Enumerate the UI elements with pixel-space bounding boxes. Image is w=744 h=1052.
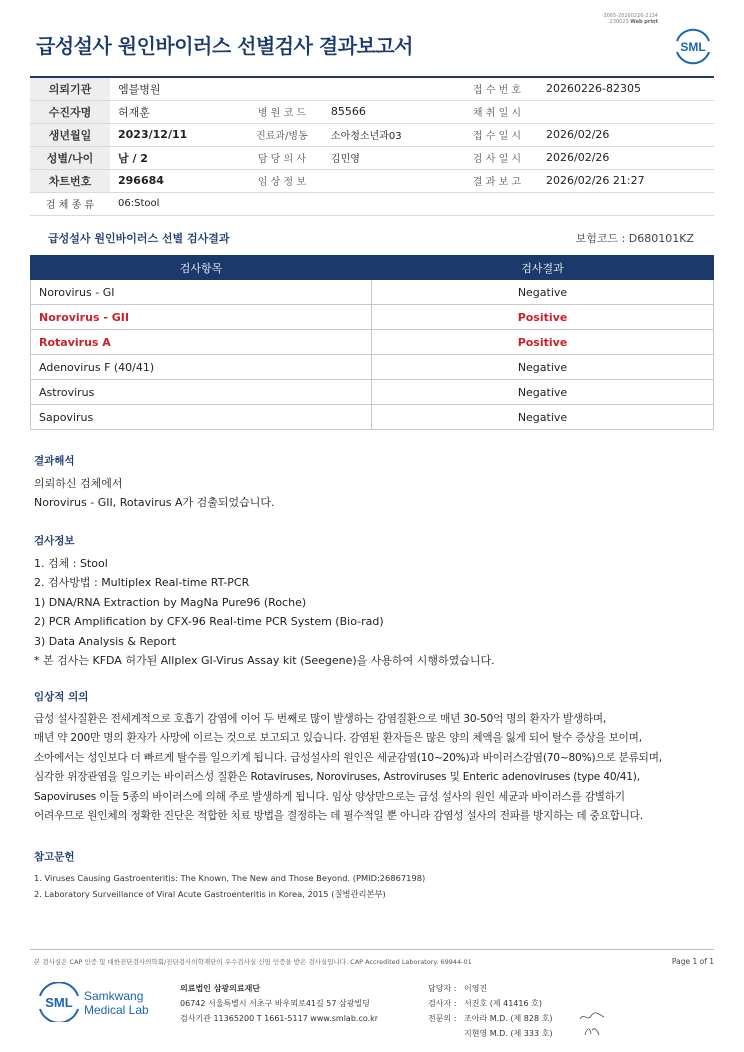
list-item: 지현영 M.D. (제 333 호) — [464, 1029, 553, 1038]
result-section-header — [30, 228, 714, 246]
table-row: Rotavirus A Positive — [31, 330, 714, 355]
page-number: Page 1 of 1 — [671, 957, 714, 966]
test-info-section: 검사정보 1. 검체 : Stool 2. 검사방법 : Multiplex Real-time RT-PCR 1) DNA/RNA Extraction by MagNa Pure96 (Roche) 2) PCR Amplification by CFX-96 Real-time PCR System (Bio-rad) 3) Data Analysis & Report * 본 검사는 KFDA 허가된 Allplex GI-Virus Assay kit (Seegene)을 사용하여 시행하였습니다. — [34, 535, 495, 667]
list-item: 검사자 : 서진호 (제 41416 호) — [428, 999, 542, 1008]
column-header-result: 검사결과 — [372, 256, 714, 280]
svg-text:SML: SML — [45, 995, 73, 1010]
report-title: 급성설사 원인바이러스 선별검사 결과보고서 — [36, 34, 413, 58]
clinical-section: 임상적 의의 급성 설사질환은 전세계적으로 호흡기 감염에 이어 두 번째로 많이 발생하는 감염질환으로 매년 30-50억 명의 환자가 발생하며, 매년 약 200만 명의 환자가 사망에 이르는 것으로 보고되고 있습니다. 감염된 환자들은 많은 양의 체액을 잃게 되어 탈수 증상을 보이며, 소아에서는 성인보다 더 빠르게 탈수를 일으키게 됩니다. 급성설사의 원인은 세균감염(10~20%)과 바이러스감염(70~80%)으로 분류되며, 심각한 위장관염을 일으키는 바이러스성 질환은 Rotaviruses, Noroviruses, Astroviruses 및 Enteric adenoviruses (type 40/41), Sapoviruses 이들 5종의 바이러스에 의해 주로 발생하게 됩니다. 임상 양상만으로는 급성 설사의 원인 세균과 바이러스를 감별하기 어려우므로 원인체의 정확한 진단은 적합한 치료 방법을 결정하는 데 필수적일 뿐 아니라 감염성 설사의 전파를 방지하는 데 중요합니다. — [34, 691, 662, 822]
table-row: Adenovirus F (40/41) Negative — [31, 355, 714, 380]
table-row: Norovirus - GI Negative — [31, 280, 714, 305]
section-title: 급성설사 원인바이러스 선별 검사결과 — [48, 232, 230, 245]
info-row: 수진자명 허재훈 병 원 코 드 85566 채 취 일 시 — [30, 100, 714, 123]
list-item: 전문의 : 조아라 M.D. (제 828 호) — [428, 1014, 553, 1023]
info-row: 의뢰기관 엠블병원 접 수 번 호 20260226-82305 — [30, 77, 714, 100]
svg-text:SML: SML — [680, 40, 706, 54]
signature-icon — [578, 1010, 608, 1024]
staff-list — [428, 981, 552, 1041]
results-table — [30, 255, 714, 430]
svg-text:Medical Lab: Medical Lab — [84, 1003, 149, 1017]
footer-divider — [30, 949, 714, 950]
organization-info: 의료법인 삼광의료재단 06742 서울특별시 서초구 바우뫼로41길 57 삼광빌딩 검사기관 11365200 T 1661-5117 www.smlab.co.kr — [180, 984, 379, 1023]
patient-info-table — [30, 76, 714, 216]
table-row: Astrovirus Negative — [31, 380, 714, 405]
info-row: 생년월일 2023/12/11 진료과/병동 소아청소년과03 접 수 일 시 2026/02/26 — [30, 123, 714, 146]
samkwang-logo-icon — [38, 982, 168, 1022]
list-item: 담당자 : 이영진 — [428, 984, 488, 993]
info-row: 성별/나이 남 / 2 담 당 의 사 김민영 검 사 일 시 2026/02/26 — [30, 146, 714, 169]
references-section: 참고문헌 1. Viruses Causing Gastroenteritis: The Known, The New and Those Beyond. (PMID:26867198) 2. Laboratory Surveillance of Viral Acute Gastroenteritis in Korea, 2015 (질병관리본부) — [34, 851, 426, 899]
sml-logo-icon — [672, 24, 714, 66]
info-row: 차트번호 296684 임 상 정 보 결 과 보 고 2026/02/26 21:27 — [30, 169, 714, 192]
info-row: 검 체 종 류 06:Stool — [30, 192, 714, 215]
accreditation-note: 본 검사실은 CAP 인증 및 대한진단검사의학회/진단검사의학재단의 우수검사실 신임 인증을 받은 검사실입니다. CAP Accredited Laboratory. 69944-01 — [34, 958, 472, 966]
table-row: Sapovirus Negative — [31, 405, 714, 430]
column-header-item: 검사항목 — [31, 256, 372, 280]
insurance-code: 보험코드 : D680101KZ — [575, 232, 694, 245]
document-id: 3065-20260226-2134 230023 Web print — [603, 13, 658, 25]
svg-text:Samkwang: Samkwang — [84, 989, 144, 1003]
interpretation-section: 결과해석 의뢰하신 검체에서 Norovirus - GII, Rotavirus A가 검출되었습니다. — [34, 455, 275, 509]
table-row: Norovirus - GII Positive — [31, 305, 714, 330]
signature-icon — [582, 1024, 602, 1038]
